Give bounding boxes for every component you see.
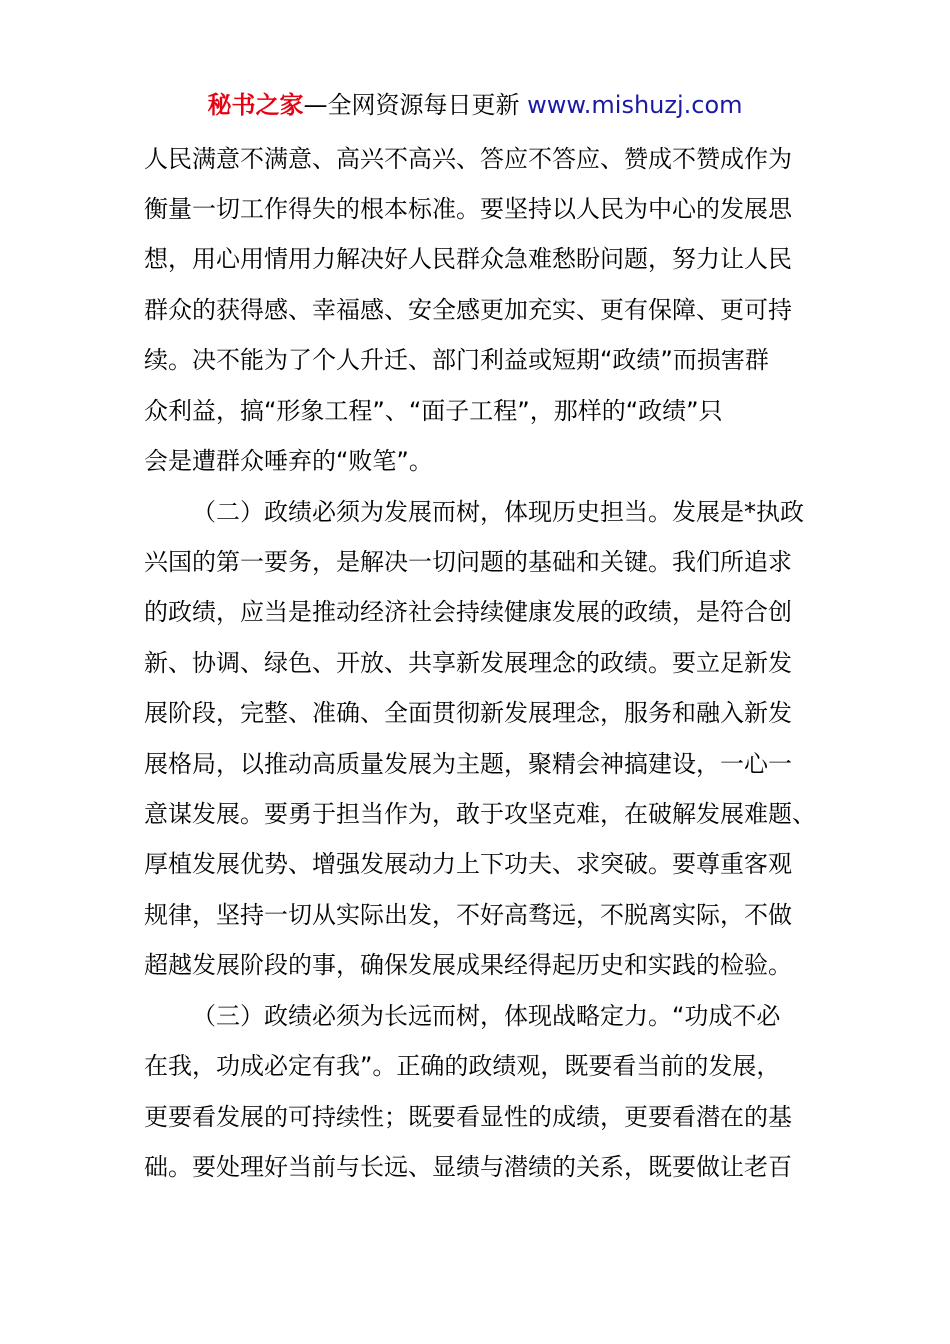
text-line: 展格局，以推动高质量发展为主题，聚精会神搞建设，一心一 [144, 750, 792, 778]
text-line: 的政绩，应当是推动经济社会持续健康发展的政绩，是符合创 [144, 598, 792, 626]
text-line: 兴国的第一要务，是解决一切问题的基础和关键。我们所追求 [144, 548, 792, 576]
section-heading-line: （三）政绩必须为长远而树，体现战略定力。“功成不必 [192, 1002, 781, 1030]
site-brand: 秘书之家 [207, 91, 304, 119]
text-line: 超越发展阶段的事，确保发展成果经得起历史和实践的检验。 [144, 951, 792, 979]
site-tagline: —全网资源每日更新 [303, 91, 528, 119]
text-line: 展阶段，完整、准确、全面贯彻新发展理念，服务和融入新发 [144, 699, 792, 727]
text-line: 更要看发展的可持续性；既要看显性的成绩，更要看潜在的基 [144, 1103, 792, 1131]
text-line: 在我，功成必定有我”。正确的政绩观，既要看当前的发展， [144, 1052, 781, 1080]
text-line: 规律，坚持一切从实际出发，不好高骛远，不脱离实际，不做 [144, 901, 792, 929]
text-line: 础。要处理好当前与长远、显绩与潜绩的关系，既要做让老百 [144, 1153, 792, 1181]
section-heading-line: （二）政绩必须为发展而树，体现历史担当。发展是*执政 [192, 498, 804, 526]
text-line: 人民满意不满意、高兴不高兴、答应不答应、赞成不赞成作为 [144, 145, 792, 173]
text-line: 会是遭群众唾弃的“败笔”。 [144, 447, 433, 475]
text-line: 衡量一切工作得失的根本标准。要坚持以人民为中心的发展思 [144, 195, 792, 223]
site-url-link[interactable]: www.mishuzj.com [527, 91, 743, 119]
text-line: 群众的获得感、幸福感、安全感更加充实、更有保障、更可持 [144, 296, 792, 324]
text-line: 众利益，搞“形象工程”、“面子工程”，那样的“政绩”只 [144, 397, 723, 425]
text-line: 续。决不能为了个人升迁、部门利益或短期“政绩”而损害群 [144, 346, 769, 374]
text-line: 想，用心用情用力解决好人民群众急难愁盼问题，努力让人民 [144, 245, 792, 273]
site-header [0, 88, 950, 122]
text-line: 意谋发展。要勇于担当作为，敢于攻坚克难，在破解发展难题、 [144, 800, 816, 828]
text-line: 厚植发展优势、增强发展动力上下功夫、求突破。要尊重客观 [144, 850, 792, 878]
text-line: 新、协调、绿色、开放、共享新发展理念的政绩。要立足新发 [144, 649, 792, 677]
